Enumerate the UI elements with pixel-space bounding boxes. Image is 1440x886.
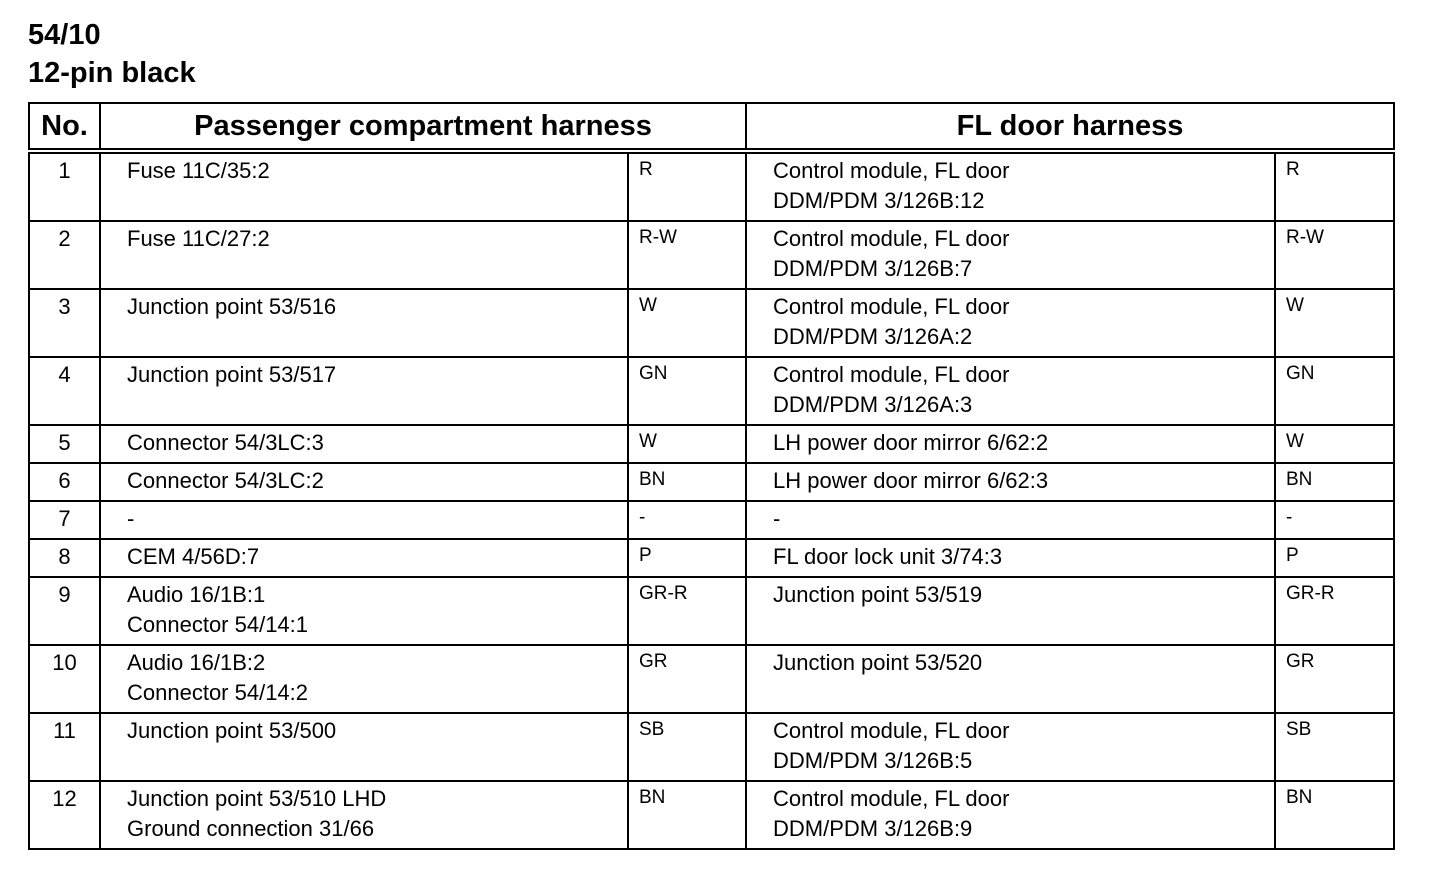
passenger-wire-color xyxy=(628,645,746,713)
passenger-wire-color-text: - xyxy=(639,507,646,528)
pin-number xyxy=(29,289,100,357)
pinout-table xyxy=(28,102,1395,850)
door-harness-destination xyxy=(746,713,1275,781)
door-wire-color xyxy=(1275,425,1394,463)
table-row xyxy=(29,425,1394,463)
door-wire-color xyxy=(1275,645,1394,713)
table-row xyxy=(29,539,1394,577)
table-header-row xyxy=(29,103,1394,151)
passenger-harness-destination xyxy=(100,781,628,849)
table-row xyxy=(29,577,1394,645)
pin-number-text: 5 xyxy=(58,430,71,455)
door-harness-destination xyxy=(746,539,1275,577)
door-harness-destination-text: LH power door mirror 6/62:2 xyxy=(773,430,1049,455)
passenger-harness-destination-text: - xyxy=(127,506,135,531)
door-harness-destination xyxy=(746,151,1275,221)
passenger-wire-color-text: W xyxy=(639,431,657,452)
passenger-wire-color xyxy=(628,713,746,781)
door-wire-color-text: - xyxy=(1286,507,1293,528)
pin-number xyxy=(29,781,100,849)
door-harness-destination-text: DDM/PDM 3/126B:5 xyxy=(773,748,973,773)
passenger-harness-destination-text: Connector 54/14:1 xyxy=(127,612,309,637)
passenger-wire-color xyxy=(628,781,746,849)
passenger-harness-destination-text: Audio 16/1B:1 xyxy=(127,582,266,607)
passenger-harness-destination-text: Junction point 53/500 xyxy=(127,718,337,743)
passenger-harness-destination xyxy=(100,645,628,713)
passenger-harness-destination xyxy=(100,221,628,289)
door-harness-destination-text: Control module, FL door xyxy=(773,294,1010,319)
column-header-no: No. xyxy=(29,103,100,151)
door-wire-color xyxy=(1275,713,1394,781)
pin-number xyxy=(29,463,100,501)
door-harness-destination-text: Control module, FL door xyxy=(773,786,1010,811)
pin-number-text: 1 xyxy=(58,158,71,183)
passenger-harness-destination-text: Junction point 53/510 LHD xyxy=(127,786,387,811)
pin-number-text: 3 xyxy=(58,294,71,319)
passenger-harness-destination-text: CEM 4/56D:7 xyxy=(127,544,260,569)
door-wire-color-text: GR xyxy=(1286,651,1315,672)
pin-number-text: 7 xyxy=(58,506,71,531)
door-harness-destination xyxy=(746,425,1275,463)
passenger-wire-color xyxy=(628,501,746,539)
table-row xyxy=(29,713,1394,781)
passenger-harness-destination xyxy=(100,289,628,357)
passenger-wire-color-text: P xyxy=(639,545,652,566)
passenger-harness-destination xyxy=(100,539,628,577)
table-row xyxy=(29,645,1394,713)
passenger-wire-color xyxy=(628,539,746,577)
door-wire-color-text: GR-R xyxy=(1286,583,1335,604)
passenger-wire-color-text: BN xyxy=(639,787,666,808)
door-wire-color-text: W xyxy=(1286,431,1304,452)
passenger-harness-destination xyxy=(100,501,628,539)
passenger-harness-destination-text: Fuse 11C/27:2 xyxy=(127,226,270,251)
door-harness-destination-text: LH power door mirror 6/62:3 xyxy=(773,468,1049,493)
door-wire-color-text: SB xyxy=(1286,719,1312,740)
passenger-wire-color xyxy=(628,151,746,221)
door-wire-color-text: BN xyxy=(1286,787,1313,808)
column-header-door-harness: FL door harness xyxy=(746,103,1394,151)
door-wire-color xyxy=(1275,357,1394,425)
door-harness-destination-text: Junction point 53/519 xyxy=(773,582,983,607)
connector-description: 12-pin black xyxy=(28,57,196,89)
door-harness-destination-text: Control module, FL door xyxy=(773,362,1010,387)
pin-number xyxy=(29,645,100,713)
door-wire-color xyxy=(1275,221,1394,289)
door-wire-color xyxy=(1275,577,1394,645)
passenger-wire-color xyxy=(628,463,746,501)
door-wire-color xyxy=(1275,289,1394,357)
door-harness-destination-text: DDM/PDM 3/126A:2 xyxy=(773,324,973,349)
door-harness-destination xyxy=(746,577,1275,645)
door-harness-destination-text: DDM/PDM 3/126B:9 xyxy=(773,816,973,841)
door-harness-destination-text: Junction point 53/520 xyxy=(773,650,983,675)
door-harness-destination xyxy=(746,781,1275,849)
passenger-harness-destination-text: Fuse 11C/35:2 xyxy=(127,158,270,183)
passenger-harness-destination-text: Ground connection 31/66 xyxy=(127,816,375,841)
passenger-harness-destination xyxy=(100,713,628,781)
door-wire-color-text: P xyxy=(1286,545,1299,566)
connector-number: 54/10 xyxy=(28,19,101,51)
door-harness-destination xyxy=(746,645,1275,713)
passenger-wire-color xyxy=(628,357,746,425)
door-harness-destination-text: DDM/PDM 3/126B:12 xyxy=(773,188,985,213)
pin-number xyxy=(29,221,100,289)
door-harness-destination-text: FL door lock unit 3/74:3 xyxy=(773,544,1003,569)
passenger-harness-destination-text: Junction point 53/517 xyxy=(127,362,337,387)
passenger-wire-color xyxy=(628,577,746,645)
table-row xyxy=(29,151,1394,221)
pin-number xyxy=(29,713,100,781)
column-header-passenger-harness: Passenger compartment harness xyxy=(100,103,746,151)
door-wire-color-text: GN xyxy=(1286,363,1315,384)
passenger-harness-destination-text: Connector 54/14:2 xyxy=(127,680,309,705)
passenger-wire-color-text: SB xyxy=(639,719,665,740)
passenger-wire-color xyxy=(628,425,746,463)
passenger-harness-destination-text: Junction point 53/516 xyxy=(127,294,337,319)
door-wire-color xyxy=(1275,781,1394,849)
door-harness-destination xyxy=(746,501,1275,539)
table-row xyxy=(29,357,1394,425)
passenger-harness-destination xyxy=(100,463,628,501)
passenger-harness-destination-text: Connector 54/3LC:2 xyxy=(127,468,324,493)
passenger-harness-destination-text: Connector 54/3LC:3 xyxy=(127,430,324,455)
door-harness-destination-text: Control module, FL door xyxy=(773,718,1010,743)
passenger-harness-destination-text: Audio 16/1B:2 xyxy=(127,650,266,675)
pin-number xyxy=(29,425,100,463)
pin-number-text: 10 xyxy=(52,650,77,675)
passenger-harness-destination xyxy=(100,577,628,645)
table-row xyxy=(29,289,1394,357)
pin-number-text: 4 xyxy=(58,362,71,387)
table-row xyxy=(29,781,1394,849)
door-harness-destination xyxy=(746,221,1275,289)
door-wire-color xyxy=(1275,539,1394,577)
door-harness-destination xyxy=(746,463,1275,501)
passenger-wire-color-text: W xyxy=(639,295,657,316)
table-body xyxy=(29,151,1394,849)
door-harness-destination-text: DDM/PDM 3/126B:7 xyxy=(773,256,973,281)
passenger-wire-color-text: GN xyxy=(639,363,668,384)
pin-number xyxy=(29,151,100,221)
table-row xyxy=(29,221,1394,289)
pin-number xyxy=(29,577,100,645)
pin-number xyxy=(29,539,100,577)
passenger-harness-destination xyxy=(100,357,628,425)
door-wire-color-text: R-W xyxy=(1286,227,1324,248)
door-wire-color-text: W xyxy=(1286,295,1304,316)
pin-number-text: 8 xyxy=(58,544,71,569)
door-harness-destination xyxy=(746,357,1275,425)
passenger-harness-destination xyxy=(100,151,628,221)
pin-number xyxy=(29,357,100,425)
door-wire-color-text: BN xyxy=(1286,469,1313,490)
pin-number-text: 2 xyxy=(58,226,71,251)
pin-number-text: 12 xyxy=(52,786,77,811)
door-wire-color xyxy=(1275,463,1394,501)
pin-number-text: 11 xyxy=(53,718,76,743)
passenger-wire-color xyxy=(628,221,746,289)
pin-number-text: 9 xyxy=(58,582,71,607)
door-harness-destination-text: Control module, FL door xyxy=(773,158,1010,183)
passenger-wire-color-text: GR xyxy=(639,651,668,672)
door-harness-destination-text: DDM/PDM 3/126A:3 xyxy=(773,392,973,417)
door-harness-destination-text: - xyxy=(773,506,781,531)
table-row xyxy=(29,501,1394,539)
pin-number xyxy=(29,501,100,539)
door-wire-color-text: R xyxy=(1286,159,1300,180)
table-row xyxy=(29,463,1394,501)
door-harness-destination-text: Control module, FL door xyxy=(773,226,1010,251)
pin-number-text: 6 xyxy=(58,468,71,493)
passenger-wire-color-text: R xyxy=(639,159,653,180)
door-harness-destination xyxy=(746,289,1275,357)
passenger-wire-color-text: GR-R xyxy=(639,583,688,604)
passenger-harness-destination xyxy=(100,425,628,463)
passenger-wire-color xyxy=(628,289,746,357)
door-wire-color xyxy=(1275,151,1394,221)
passenger-wire-color-text: R-W xyxy=(639,227,677,248)
passenger-wire-color-text: BN xyxy=(639,469,666,490)
door-wire-color xyxy=(1275,501,1394,539)
